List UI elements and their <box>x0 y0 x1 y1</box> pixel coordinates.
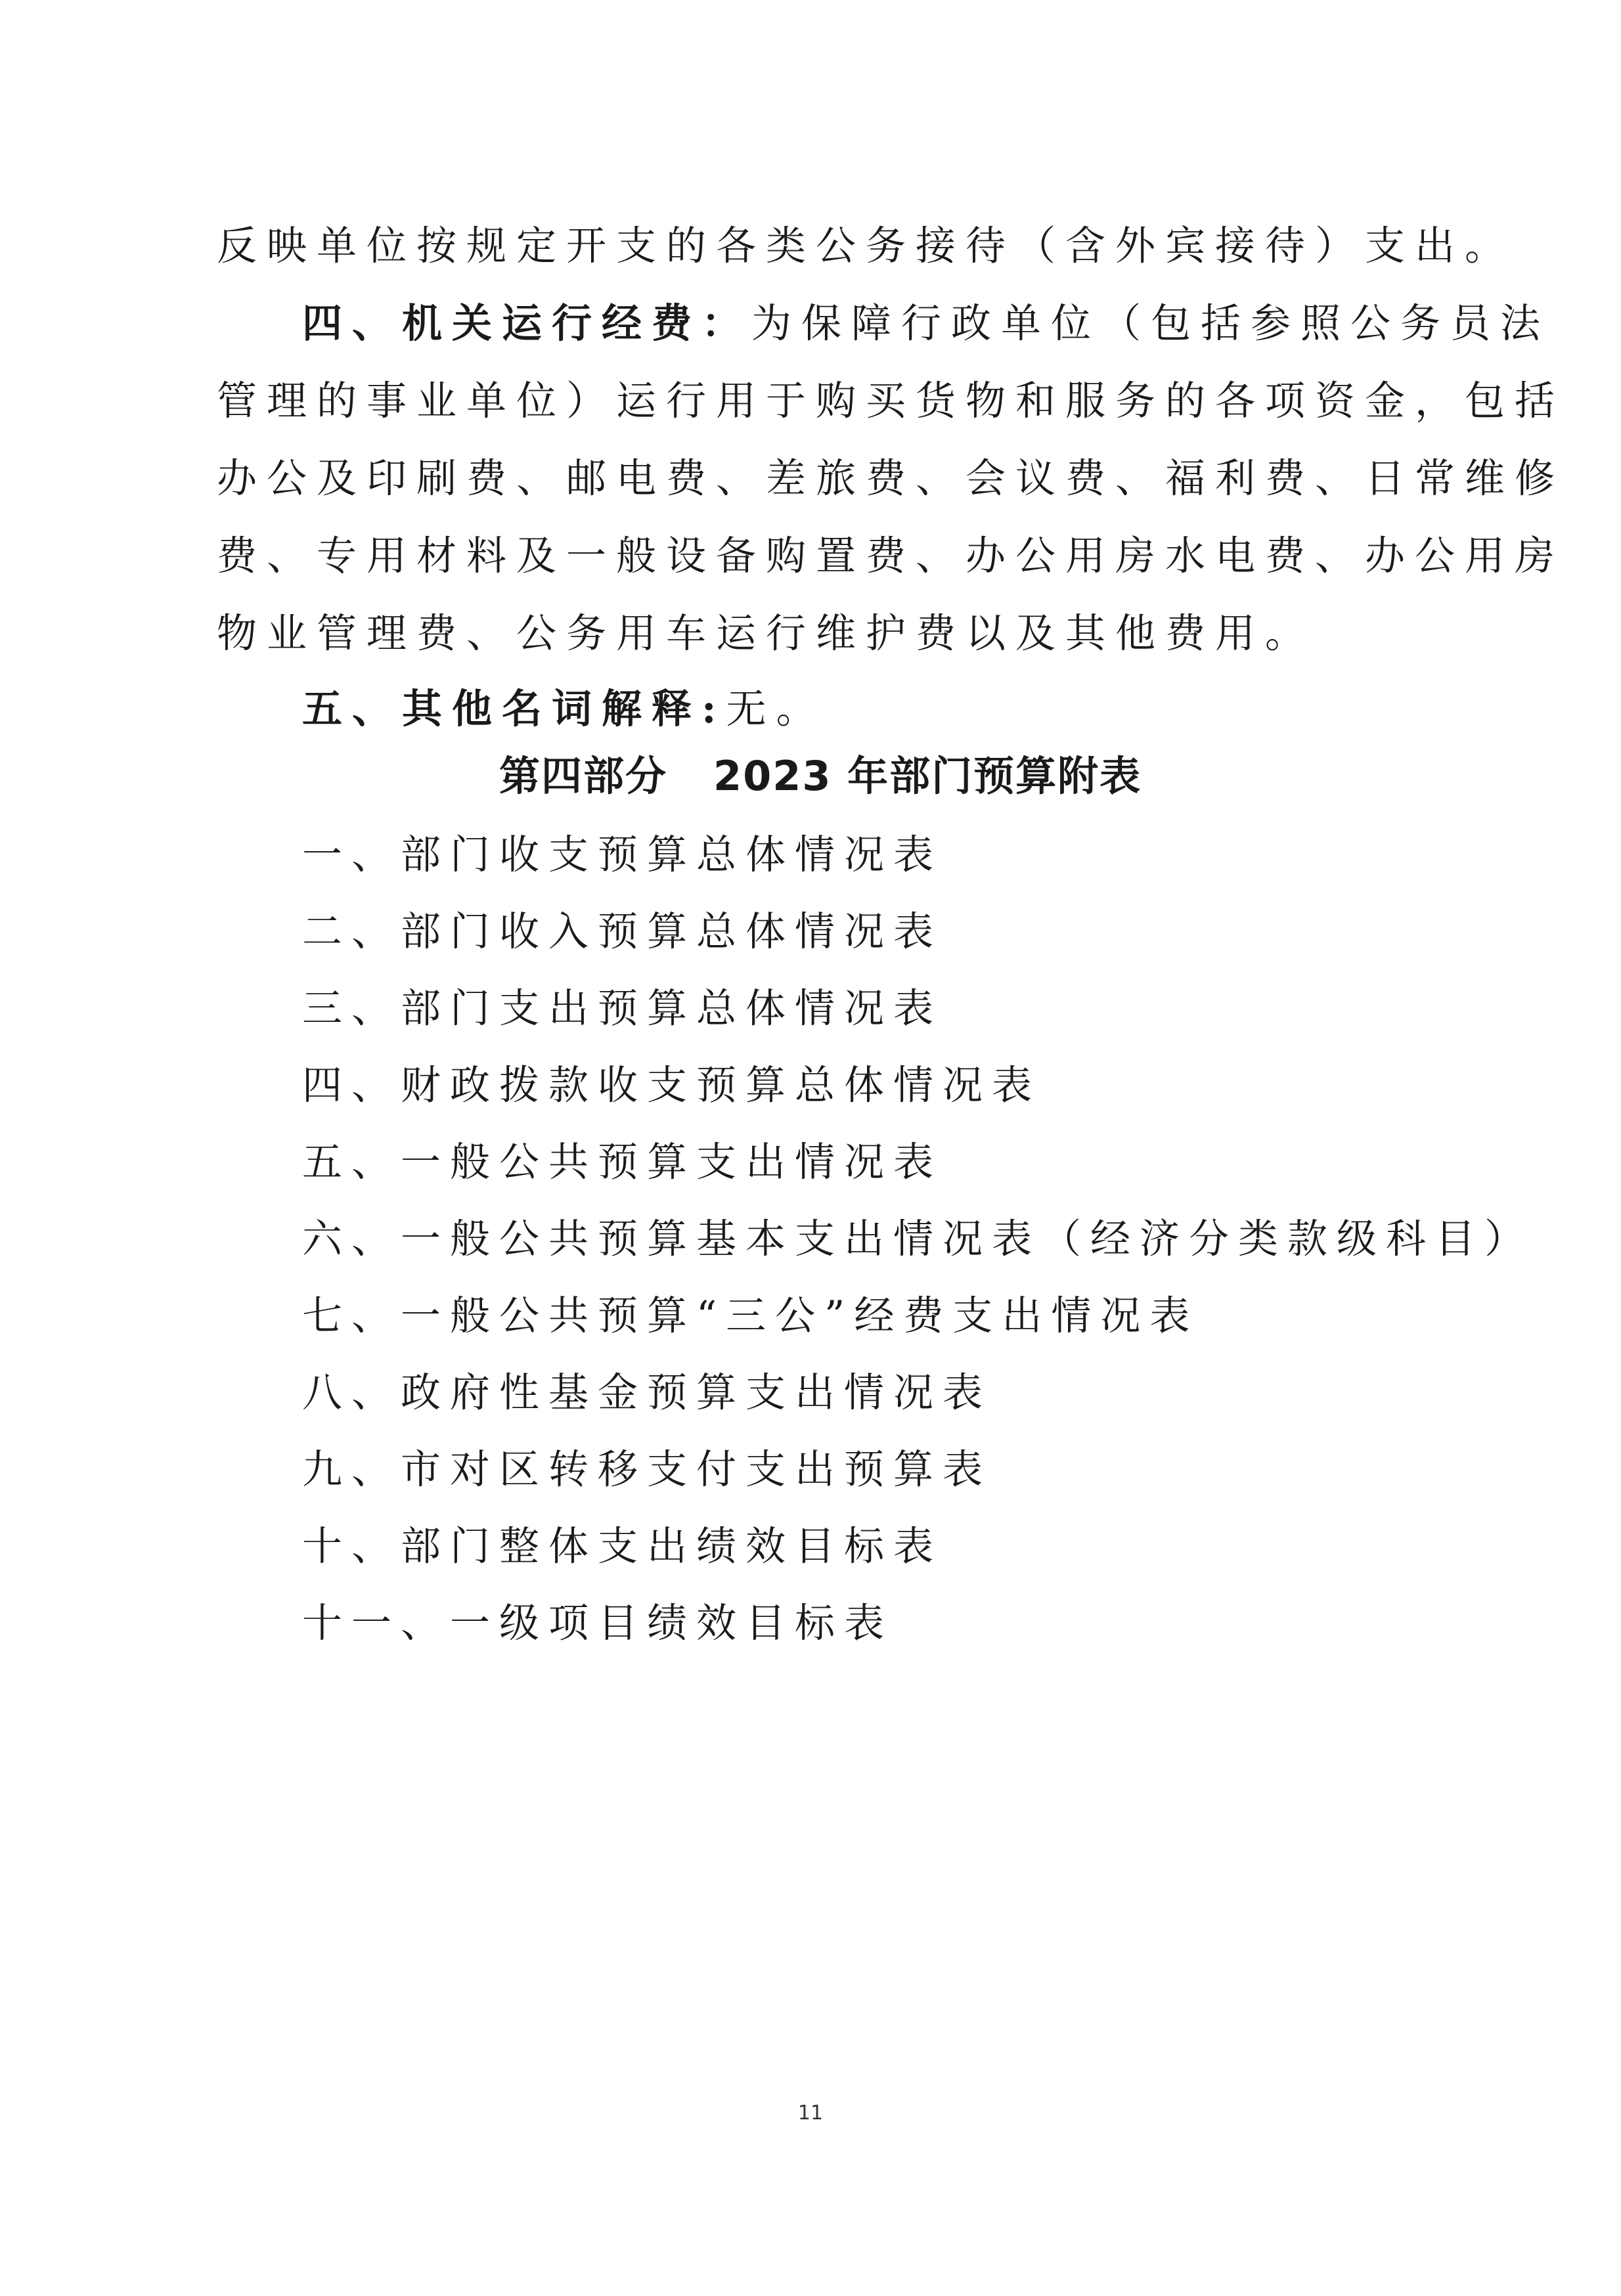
toc-item: 十一、一级项目绩效目标表 <box>302 1600 894 1646</box>
section-title <box>499 749 1142 804</box>
section-part: 第四部分 <box>499 752 668 800</box>
item-4-line-5: 物业管理费、公务用车运行维护费以及其他费用。 <box>217 610 1316 657</box>
item-4-line-3: 办公及印刷费、邮电费、差旅费、会议费、福利费、日常维修 <box>217 455 1565 502</box>
item-5-line <box>302 683 826 736</box>
toc-item: 十、部门整体支出绩效目标表 <box>302 1523 943 1570</box>
item-4-heading: 四、机关运行经费： <box>302 300 752 347</box>
toc-item: 二、部门收入预算总体情况表 <box>302 908 943 955</box>
toc-item: 九、市对区转移支付支出预算表 <box>302 1446 992 1493</box>
toc-item: 三、部门支出预算总体情况表 <box>302 985 943 1032</box>
toc-item: 七、一般公共预算“三公”经费支出情况表 <box>302 1292 1199 1339</box>
toc-item: 五、一般公共预算支出情况表 <box>302 1139 943 1185</box>
toc-item: 八、政府性基金预算支出情况表 <box>302 1369 992 1416</box>
toc-item: 一、部门收支预算总体情况表 <box>302 831 943 878</box>
body-line-1: 反映单位按规定开支的各类公务接待（含外宾接待）支出。 <box>217 223 1515 269</box>
page-number: 11 <box>797 2102 824 2125</box>
section-title-text: 2023 年部门预算附表 <box>713 752 1142 800</box>
item-5-heading: 五、其他名词解释: <box>302 686 726 732</box>
item-4-line-1 <box>302 298 1550 350</box>
item-4-line-2: 管理的事业单位）运行用于购买货物和服务的各项资金，包括 <box>217 378 1565 424</box>
item-4-text: 为保障行政单位（包括参照公务员法 <box>751 300 1551 347</box>
item-5-text: 无。 <box>726 686 826 732</box>
toc-item: 四、财政拨款收支预算总体情况表 <box>302 1062 1042 1109</box>
item-4-line-4: 费、专用材料及一般设备购置费、办公用房水电费、办公用房 <box>217 533 1565 579</box>
toc-item: 六、一般公共预算基本支出情况表（经济分类款级科目） <box>302 1216 1534 1262</box>
